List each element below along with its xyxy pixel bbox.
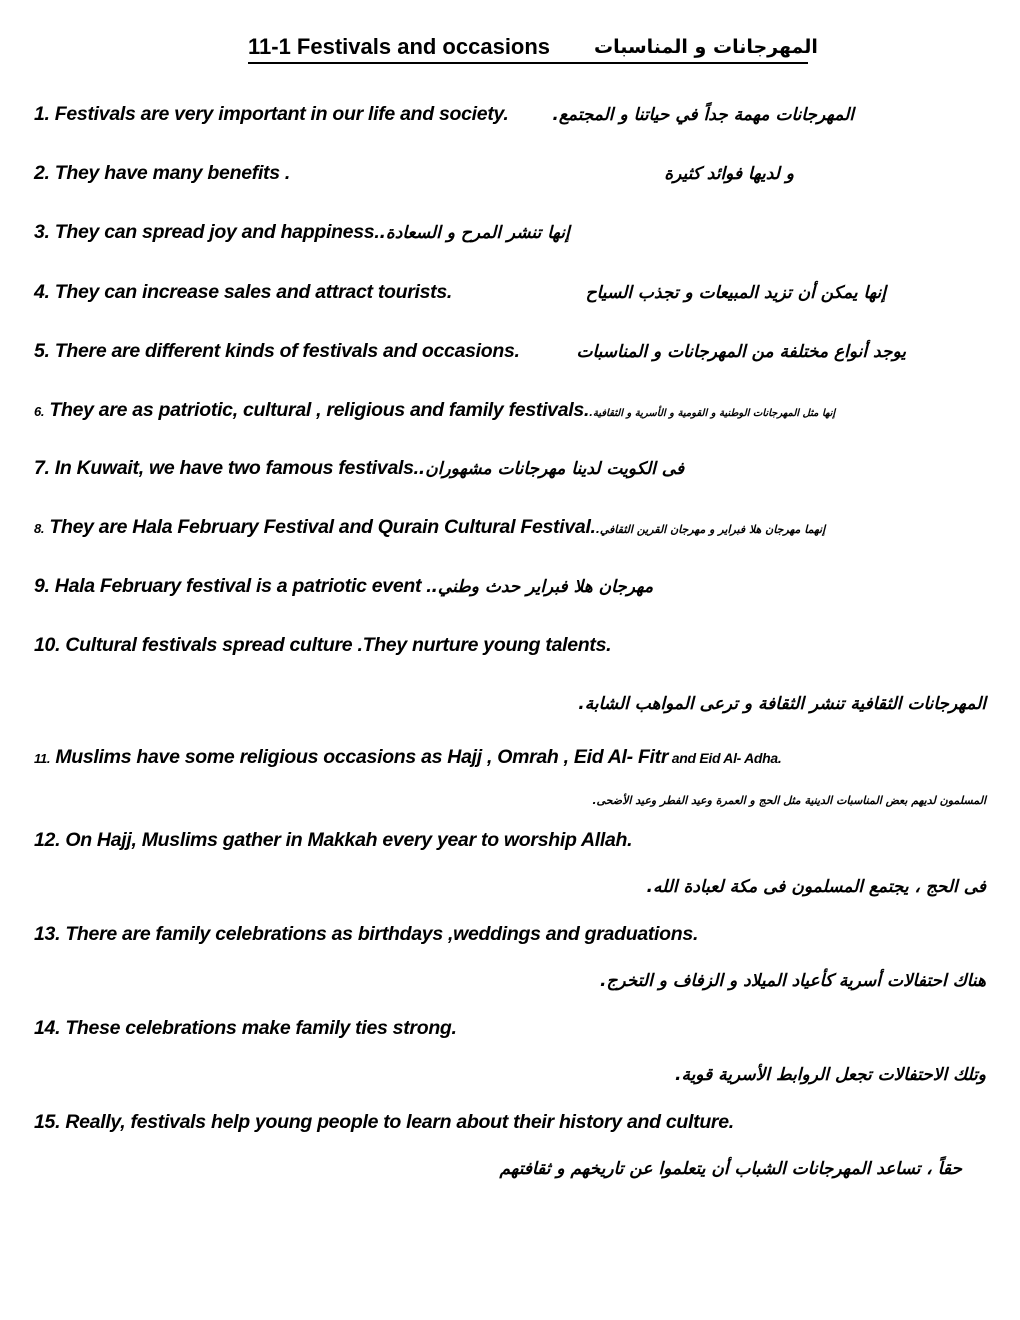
sentence-6 (34, 398, 835, 426)
sentence-13-arabic: هناك احتفالات أسرية كأعياد الميلاد و الزفاف و التخرج. (600, 971, 986, 991)
sentence-7-arabic: فى الكويت لدينا مهرجانات مشهوران. (418, 459, 685, 479)
sentence-12-english: 12. On Hajj, Muslims gather in Makkah every year to worship Allah. (34, 829, 633, 851)
sentence-5-arabic: يوجد أنواع مختلفة من المهرجانات و المناسبات (576, 342, 906, 362)
sentence-3 (34, 220, 570, 245)
sentence-7 (34, 456, 684, 481)
sentence-4-arabic: إنها يمكن أن تزيد المبيعات و تجذب السياح (585, 283, 886, 303)
title-arabic: المهرجانات و المناسبات (594, 36, 818, 58)
sentence-1-english: 1. Festivals are very important in our life and society. (34, 103, 509, 125)
sentence-6-number: 6. (34, 404, 45, 419)
sentence-15-english: 15. Really, festivals help young people to learn about their history and culture. (34, 1111, 734, 1133)
title-english: 11-1 Festivals and occasions (248, 34, 551, 59)
sentence-8-arabic: إنهما مهرجان هلا فبراير و مهرجان القرين الثقافي. (595, 523, 826, 536)
sentence-12-arabic: فى الحج ، يجتمع المسلمون فى مكة لعبادة الله. (646, 877, 986, 897)
sentence-9 (34, 574, 653, 599)
sentence-9-english: 9. Hala February festival is a patriotic event . (34, 575, 432, 597)
page-title (248, 34, 818, 64)
sentence-9-arabic: مهرجان هلا فبراير حدث وطني. (431, 577, 654, 597)
sentence-15-arabic: حقاً ، تساعد المهرجانات الشباب أن يتعلموا عن تاريخهم و ثقافتهم (499, 1159, 962, 1179)
sentence-8-number: 8. (34, 521, 45, 536)
sentence-2-english: 2. They have many benefits . (34, 162, 291, 184)
sentence-4-english: 4. They can increase sales and attract tourists. (34, 281, 453, 303)
sentence-8 (34, 515, 825, 542)
sentence-13-english: 13. There are family celebrations as birthdays ,weddings and graduations. (34, 923, 699, 945)
sentence-8-english: They are Hala February Festival and Qurain Cultural Festival. (44, 516, 596, 538)
sentence-10-arabic: المهرجانات الثقافية تنشر الثقافة و ترعى المواهب الشابة. (578, 694, 986, 714)
sentence-2-arabic: و لديها فوائد كثيرة (664, 164, 794, 184)
sentence-11-number: 11. (34, 751, 51, 766)
sentence-7-english: 7. In Kuwait, we have two famous festivals. (34, 457, 419, 479)
sentence-11-arabic: المسلمون لديهم بعض المناسبات الدينية مثل الحج و العمرة وعيد الفطر وعيد الأضحى. (592, 794, 986, 807)
sentence-3-arabic: إنها تنشر المرح و السعادة. (379, 223, 570, 243)
sentence-3-english: 3. They can spread joy and happiness. (34, 221, 380, 243)
sentence-14-english: 14. These celebrations make family ties strong. (34, 1017, 457, 1039)
sentence-14-arabic: وتلك الاحتفالات تجعل الروابط الأسرية قوية. (675, 1065, 986, 1085)
sentence-5-english: 5. There are different kinds of festivals and occasions. (34, 340, 520, 362)
sentence-11-english-end: and Eid Al- Adha. (668, 750, 782, 766)
sentence-6-arabic: إنها مثل المهرجانات الوطنية و القومية و الأسرية و الثقافية. (589, 408, 836, 419)
sentence-1-arabic: المهرجانات مهمة جداً في حياتنا و المجتمع. (552, 105, 854, 125)
sentence-11 (34, 745, 782, 771)
sentence-6-english: They are as patriotic, cultural , religious and family festivals. (44, 399, 590, 421)
sentence-11-english: Muslims have some religious occasions as Hajj , Omrah , Eid Al- Fitr (50, 746, 669, 768)
sentence-10-english: 10. Cultural festivals spread culture .They nurture young talents. (34, 634, 612, 656)
